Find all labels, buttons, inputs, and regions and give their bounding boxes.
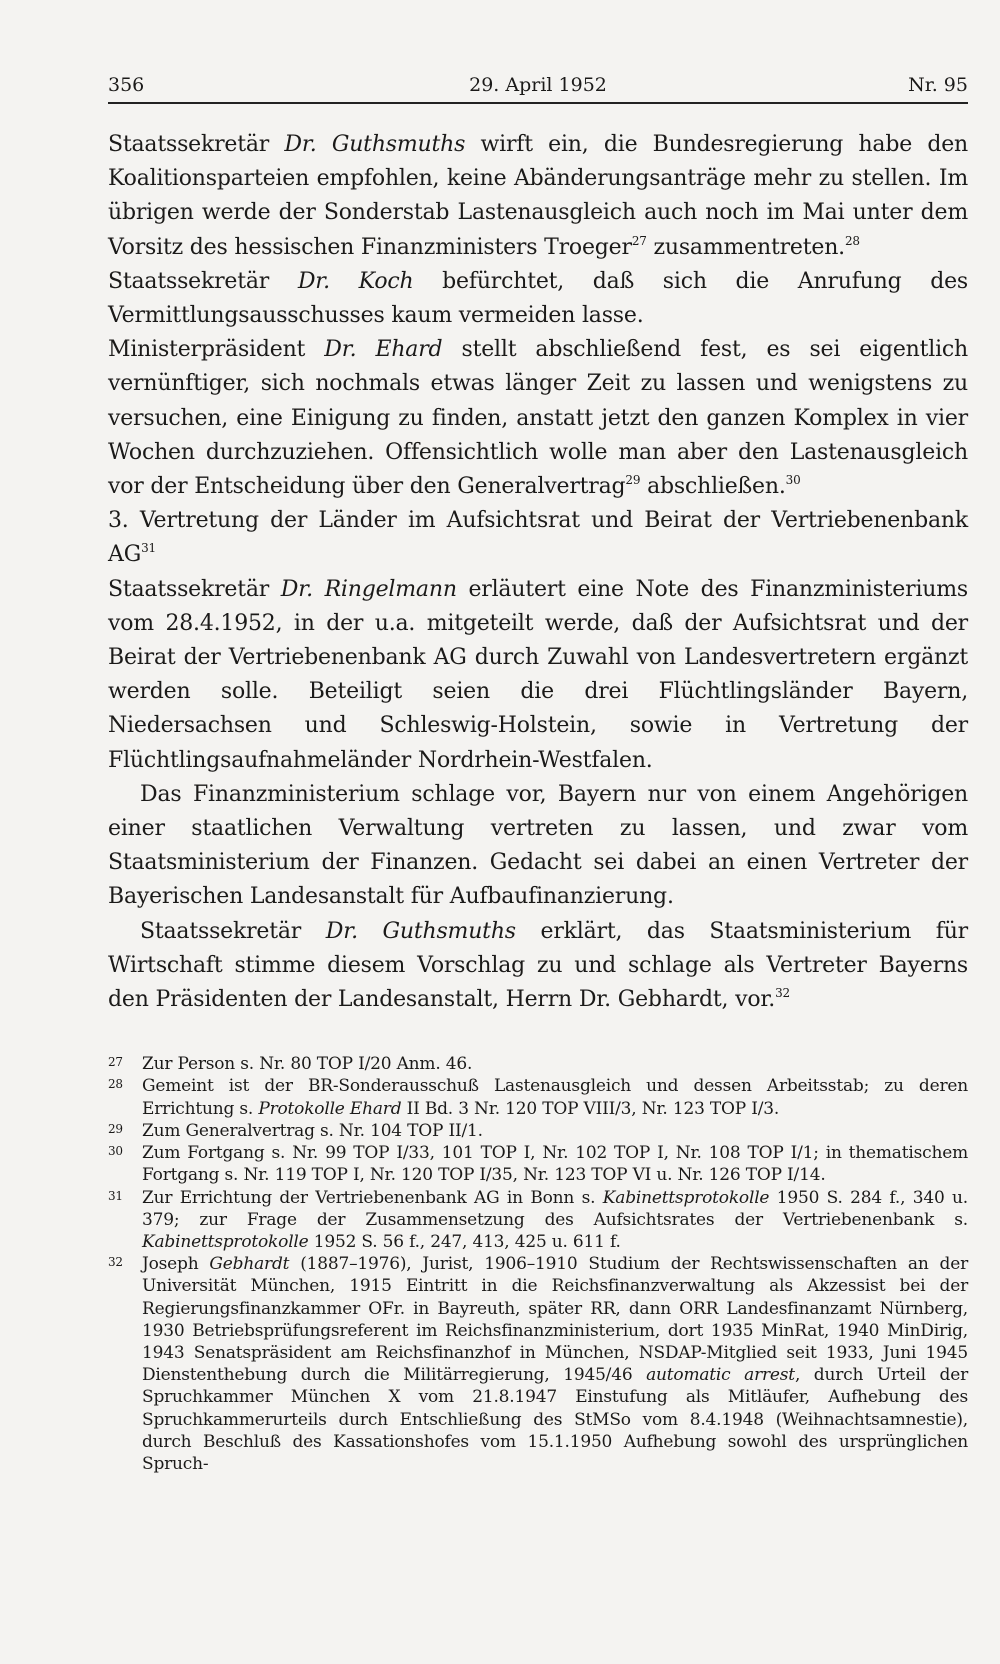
text-run: Gemeint ist der BR-Sonderausschuß Lastenausgleich und dessen Arbeitsstab; zu deren Errichtung s.	[142, 1076, 968, 1119]
paragraph	[108, 128, 968, 265]
text-run: 3. Vertretung der Länder im Aufsichtsrat und Beirat der Vertriebenenbank AG	[108, 508, 968, 568]
footnote-number: 28	[108, 1077, 123, 1092]
paragraph	[108, 915, 968, 1018]
text-run: 1950 S. 284 f., 340 u. 379; zur Frage der Zusammensetzung des Aufsichtsrates der Vertriebenenbank s.	[142, 1187, 968, 1230]
main-text	[108, 128, 968, 1017]
text-run: Staatssekretär	[108, 268, 298, 294]
footnotes	[108, 1053, 968, 1475]
footnote	[108, 1253, 968, 1475]
text-run: Das Finanzministerium schlage vor, Bayern nur von einem Angehörigen einer staatlichen Verwaltung vertreten zu lassen, und zwar vom Staatsministerium der Finanzen. Gedacht sei dabei an einen Vertreter der Bayerischen Landesanstalt für Aufbaufinanzierung.	[108, 781, 968, 910]
text-run: abschließen.	[640, 474, 786, 500]
footnote-number: 29	[108, 1121, 123, 1136]
footnote-number: 27	[108, 1055, 123, 1070]
footnote	[108, 1142, 968, 1186]
italic-text: automatic arrest	[646, 1365, 795, 1386]
italic-text: Protokolle Ehard	[258, 1098, 402, 1119]
italic-text: Kabinettsprotokolle	[142, 1231, 309, 1252]
text-run: erklärt, das Staatsministerium für Wirtschaft stimme diesem Vorschlag zu und schlage als Vertreter Bayerns den Präsidenten der Landesanstalt, Herrn Dr. Gebhardt, vor.	[108, 918, 968, 1013]
footnote	[108, 1053, 968, 1075]
text-run: erläutert eine Note des Finanzministeriums vom 28.4.1952, in der u.a. mitgeteilt werde, daß der Aufsichtsrat und der Beirat der Vertriebenenbank AG durch Zuwahl von Landesvertretern ergänzt werden solle. Beteiligt seien die drei Flüchtlingsländer Bayern, Niedersachsen und Schleswig-Holstein, sowie in Vertretung der Flüchtlingsaufnahmeländer Nordrhein-Westfalen.	[108, 576, 968, 773]
footnote-number: 30	[108, 1144, 123, 1159]
italic-text: Dr. Guthsmuths	[325, 918, 516, 944]
text-run: 1952 S. 56 f., 247, 413, 425 u. 611 f.	[308, 1231, 621, 1252]
italic-text: Dr. Guthsmuths	[284, 132, 466, 157]
text-run: II Bd. 3 Nr. 120 TOP VIII/3, Nr. 123 TOP I/3.	[401, 1098, 780, 1119]
italic-text: Dr. Ehard	[324, 337, 443, 363]
paragraph	[108, 504, 968, 572]
document-page	[108, 68, 968, 1475]
text-run: Zur Person s. Nr. 80 TOP I/20 Anm. 46.	[142, 1054, 473, 1075]
footnote	[108, 1120, 968, 1142]
page-number: 356	[108, 74, 145, 96]
paragraph	[108, 333, 968, 504]
text-run: Zur Errichtung der Vertriebenenbank AG in Bonn s.	[142, 1187, 603, 1208]
italic-text: Dr. Ringelmann	[280, 576, 457, 602]
text-run: Ministerpräsident	[108, 337, 325, 363]
text-run: Staatssekretär	[140, 918, 326, 944]
paragraph	[108, 778, 968, 915]
text-run: stellt abschließend fest, es sei eigentlich vernünftiger, sich nochmals etwas länger Zeit zu lassen und wenigstens zu versuchen, eine Einigung zu finden, anstatt jetzt den ganzen Komplex in vier Wochen durchzuziehen. Offensichtlich wolle man aber den Lastenausgleich vor der Entscheidung über den Generalvertrag	[108, 337, 969, 500]
paragraph	[108, 573, 968, 778]
footnote-reference: 30	[785, 473, 801, 488]
footnote-number: 32	[108, 1255, 123, 1270]
text-run: , durch Urteil der Spruchkammer München X vom 21.8.1947 Einstufung als Mitläufer, Aufhebung des Spruchkammerurteils durch Entschließung des StMSo vom 8.4.1948 (Weihnachtsamnestie), durch Beschluß des Kassationshofes vom 15.1.1950 Aufhebung sowohl des ursprünglichen Spruch-	[142, 1365, 969, 1474]
protocol-number: Nr. 95	[908, 74, 968, 96]
italic-text: Kabinettsprotokolle	[602, 1187, 770, 1208]
text-run: wirft ein, die Bundesregierung habe den Koalitionsparteien empfohlen, keine Abänderungsanträge mehr zu stellen. Im übrigen werde der Sonderstab Lastenausgleich auch noch im Mai unter dem Vorsitz des hessischen Finanzministers Troeger	[108, 132, 969, 260]
footnote-reference: 32	[775, 986, 790, 1001]
text-run: (1887–1976), Jurist, 1906–1910 Studium der Rechtswissenschaften an der Universität München, 1915 Eintritt in die Reichsfinanzverwaltung als Akzessist bei der Regierungsfinanzkammer OFr. in Bayreuth, später RR, dann ORR Landesfinanzamt Nürnberg, 1930 Betriebsprüfungsreferent im Reichsfinanzministerium, dort 1935 MinRat, 1940 MinDirig, 1943 Senatspräsident am Reichsfinanzhof in München, NSDAP-Mitglied seit 1933, Juni 1945 Dienstenthebung durch die Militärregierung, 1945/46	[142, 1254, 968, 1386]
footnote-number: 31	[108, 1188, 123, 1203]
text-run: befürchtet, daß sich die Anrufung des Vermittlungsausschusses kaum vermeiden lasse.	[108, 268, 968, 329]
footnote-reference: 29	[625, 473, 641, 488]
header-date: 29. April 1952	[469, 74, 607, 96]
footnote-reference: 27	[631, 233, 647, 248]
italic-text: Gebhardt	[209, 1254, 290, 1275]
footnote	[108, 1187, 968, 1254]
text-run: Staatssekretär	[108, 576, 281, 602]
text-run: Zum Fortgang s. Nr. 99 TOP I/33, 101 TOP I, Nr. 102 TOP I, Nr. 108 TOP I/1; in thematischem Fortgang s. Nr. 119 TOP I, Nr. 120 TOP I/35, Nr. 123 TOP VI u. Nr. 126 TOP I/14.	[142, 1143, 968, 1186]
footnote	[108, 1075, 968, 1119]
text-run: zusammentreten.	[646, 234, 845, 260]
footnote-reference: 28	[844, 233, 860, 248]
text-run: Staatssekretär	[108, 132, 285, 157]
italic-text: Dr. Koch	[297, 268, 414, 294]
text-run: Zum Generalvertrag s. Nr. 104 TOP II/1.	[142, 1120, 483, 1141]
paragraph	[108, 265, 968, 333]
running-header	[108, 68, 968, 104]
footnote-reference: 31	[141, 541, 156, 556]
text-run: Joseph	[142, 1254, 210, 1275]
